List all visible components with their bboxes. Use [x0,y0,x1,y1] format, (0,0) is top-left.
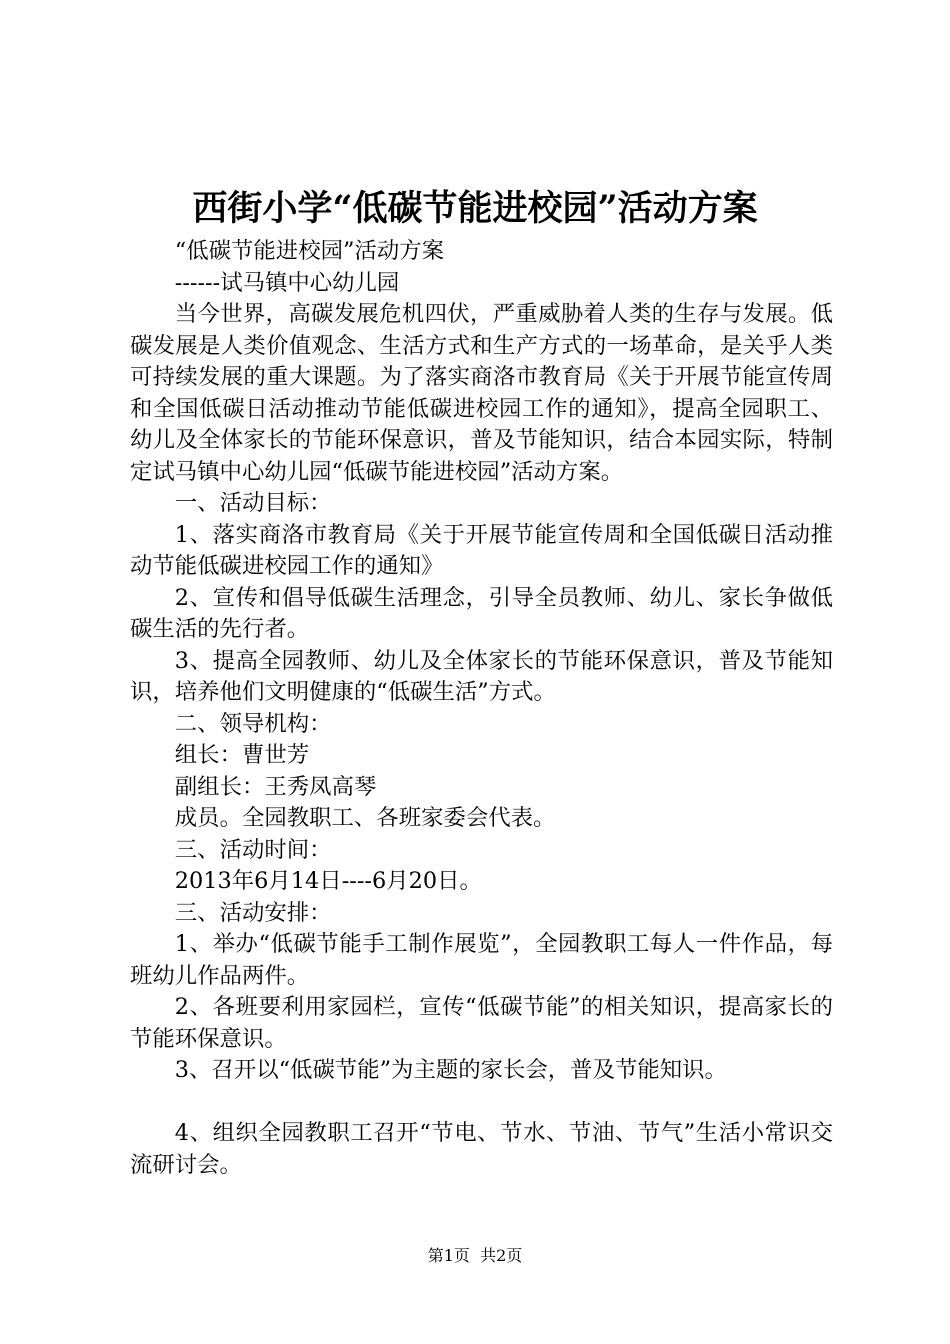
document-title: 西街小学“低碳节能进校园”活动方案 [192,188,758,229]
paragraph-deputy-leader: 副组长：王秀凤高琴 [174,773,377,800]
document-body [130,236,833,1181]
paragraph-arrangement-1: 1、举办“低碳节能手工制作展览”，全园教职工每人一件作品，每班幼儿作品两件。 [130,931,833,989]
section-heading-leadership: 二、领导机构： [174,710,332,737]
paragraph-arrangement-3: 3、召开以“低碳节能”为主题的家长会，普及节能知识。 [174,1057,727,1083]
paragraph-goal-1: 1、落实商洛市教育局《关于开展节能宣传周和全国低碳日活动推动节能低碳进校园工作的通知》 [130,521,833,579]
paragraph-dates: 2013年6月14日----6月20日。 [174,868,482,894]
paragraph-organization: ------试马镇中心幼儿园 [174,269,400,296]
paragraph-intro: 当今世界，高碳发展危机四伏，严重威胁着人类的生存与发展。低碳发展是人类价值观念、生活方式和生产方式的一场革命，是关乎人类可持续发展的重大课题。为了落实商洛市教育局《关于开展节能宣传周和全国低碳日活动推动节能低碳进校园工作的通知》，提高全园职工、幼儿及全体家长的节能环保意识，普及节能知识，结合本园实际，特制定试马镇中心幼儿园“低碳节能进校园”活动方案。 [130,301,833,485]
paragraph-members: 成员。全园教职工、各班家委会代表。 [174,805,556,831]
paragraph-goal-3: 3、提高全园教师、幼儿及全体家长的节能环保意识，普及节能知识，培养他们文明健康的“低碳生活”方式。 [130,647,833,705]
section-heading-goals: 一、活动目标： [174,490,332,516]
paragraph-arrangement-4: 4、组织全园教职工召开“节电、节水、节油、节气”生活小常识交流研讨会。 [130,1120,833,1178]
paragraph-arrangement-2: 2、各班要利用家园栏，宣传“低碳节能”的相关知识，提高家长的节能环保意识。 [130,994,833,1052]
section-heading-time: 三、活动时间： [174,836,332,863]
paragraph-goal-2: 2、宣传和倡导低碳生活理念，引导全员教师、幼儿、家长争做低碳生活的先行者。 [130,584,833,642]
page-number-footer: 第1页 共2页 [427,1246,523,1265]
paragraph-leader: 组长：曹世芳 [174,742,310,768]
section-heading-arrangement: 三、活动安排： [174,899,332,926]
paragraph-subtitle: “低碳节能进校园”活动方案 [174,238,444,264]
